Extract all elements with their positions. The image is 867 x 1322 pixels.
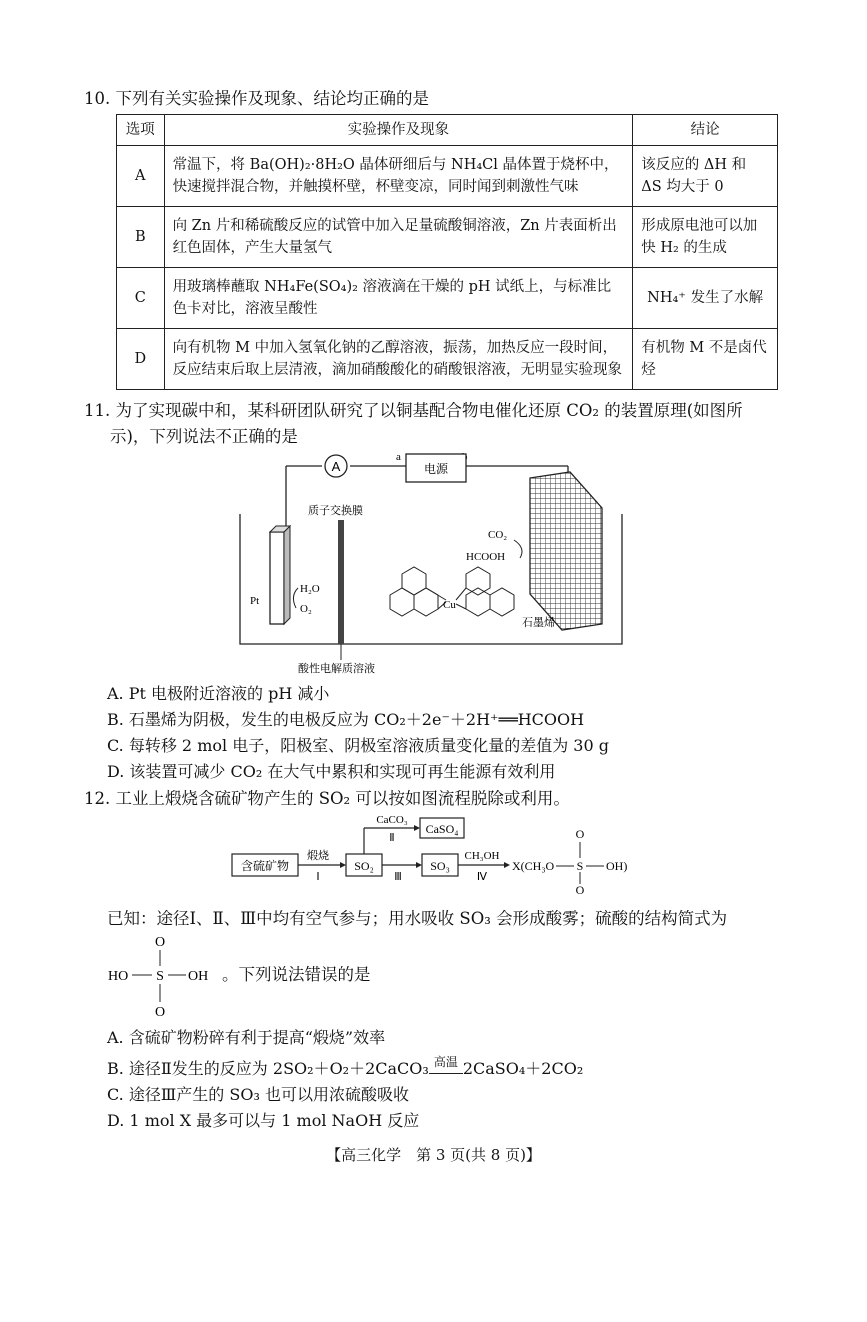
table-row bbox=[117, 329, 778, 390]
table-row bbox=[117, 207, 778, 268]
h2so4-o-top: O bbox=[154, 935, 166, 950]
q12-known-line1: 已知：途径Ⅰ、Ⅱ、Ⅲ中均有空气参与；用水吸收 SO₃ 会形成酸雾；硫酸的结构简式为 bbox=[107, 909, 728, 928]
q10-stem: 10. 下列有关实验操作及现象、结论均正确的是 bbox=[84, 89, 429, 108]
q12-option-d: D. 1 mol X 最多可以与 1 mol NaOH 反应 bbox=[107, 1111, 420, 1130]
row-conclusion: 形成原电池可以加快 H₂ 的生成 bbox=[633, 207, 778, 268]
table-row bbox=[117, 268, 778, 329]
q11-option-b: B. 石墨烯为阴极，发生的电极反应为 CO₂＋2e⁻＋2H⁺══HCOOH bbox=[107, 710, 585, 729]
reaction-condition bbox=[429, 1055, 463, 1074]
x-sulfur-label: S bbox=[576, 859, 584, 873]
row-conclusion: 有机物 M 不是卤代烃 bbox=[633, 329, 778, 390]
flow-start-label: 含硫矿物 bbox=[240, 859, 290, 873]
q12-option-b-post: 2CaSO₄＋2CO₂ bbox=[462, 1059, 584, 1078]
proton-exchange-membrane bbox=[338, 520, 344, 644]
pt-electrode bbox=[270, 526, 290, 624]
q11-stem-line1: 11. 为了实现碳中和，某科研团队研究了以铜基配合物电催化还原 CO₂ 的装置原理(如图所 bbox=[84, 401, 743, 420]
header-option: 选项 bbox=[117, 115, 165, 146]
h2o-label: H₂O bbox=[300, 583, 320, 595]
o2-label: O₂ bbox=[300, 603, 312, 615]
row-operation: 用玻璃棒蘸取 NH₄Fe(SO₄)₂ 溶液滴在干燥的 pH 试纸上，与标准比色卡对比，溶液呈酸性 bbox=[164, 268, 633, 329]
flow-diagram bbox=[226, 814, 646, 894]
ammeter-icon bbox=[325, 455, 347, 477]
q12-option-b bbox=[107, 1056, 583, 1082]
h2so4-s-label: S bbox=[156, 969, 164, 984]
table-row bbox=[117, 146, 778, 207]
terminal-a-label: a bbox=[396, 451, 401, 463]
page-footer: 【高三化学 第 3 页(共 8 页)】 bbox=[326, 1146, 541, 1164]
q10-table bbox=[116, 114, 778, 390]
q12-option-b-pre: B. 途径Ⅱ发生的反应为 2SO₂＋O₂＋2CaCO₃ bbox=[107, 1059, 429, 1078]
flow-step1-label: 煅烧 bbox=[307, 850, 329, 862]
membrane-label: 质子交换膜 bbox=[308, 504, 363, 517]
row-option: C bbox=[117, 268, 165, 329]
q11-option-c: C. 每转移 2 mol 电子，阳极室、阴极室溶液质量变化量的差值为 30 g bbox=[107, 736, 609, 755]
pt-label: Pt bbox=[250, 595, 260, 607]
h2so4-ho-label: HO bbox=[108, 969, 129, 984]
flow-step1-roman: Ⅰ bbox=[316, 871, 320, 883]
table-header-row bbox=[117, 115, 778, 146]
flow-roman2: Ⅱ bbox=[389, 832, 395, 844]
row-option: D bbox=[117, 329, 165, 390]
h2so4-oh-label: OH bbox=[188, 969, 209, 984]
hcooh-label: HCOOH bbox=[466, 551, 506, 563]
graphene-label: 石墨烯 bbox=[522, 616, 555, 629]
q11-stem-line2: 示)，下列说法不正确的是 bbox=[110, 427, 298, 446]
flow-roman4: Ⅳ bbox=[476, 871, 488, 883]
q12-stem: 12. 工业上煅烧含硫矿物产生的 SO₂ 可以按如图流程脱除或利用。 bbox=[84, 789, 570, 808]
x-oxygen-bottom: O bbox=[575, 883, 585, 894]
electrolyte-label: 酸性电解质溶液 bbox=[298, 662, 375, 675]
flow-so2-label: SO₂ bbox=[354, 859, 374, 873]
graphene-electrode bbox=[530, 472, 602, 630]
row-option: B bbox=[117, 207, 165, 268]
x-prefix-label: X(CH₃O bbox=[512, 859, 555, 873]
header-conclusion: 结论 bbox=[633, 115, 778, 146]
co2-label: CO₂ bbox=[488, 529, 508, 541]
row-operation: 常温下，将 Ba(OH)₂·8H₂O 晶体研细后与 NH₄Cl 晶体置于烧杯中，快速搅拌混合物，并触摸杯壁，杯壁变凉，同时闻到刺激性气味 bbox=[164, 146, 633, 207]
row-conclusion: 该反应的 ΔH 和 ΔS 均大于 0 bbox=[633, 146, 778, 207]
reaction-condition-label: 高温 bbox=[433, 1055, 458, 1069]
row-operation: 向 Zn 片和稀硫酸反应的试管中加入足量硫酸铜溶液，Zn 片表面析出红色固体，产生大量氢气 bbox=[164, 207, 633, 268]
row-operation: 向有机物 M 中加入氢氧化钠的乙醇溶液，振荡，加热反应一段时间，反应结束后取上层清液，滴加硝酸酸化的硝酸银溶液，无明显实验现象 bbox=[164, 329, 633, 390]
row-conclusion: NH₄⁺ 发生了水解 bbox=[633, 268, 778, 329]
x-oh-label: OH) bbox=[606, 859, 628, 873]
q12-option-c: C. 途径Ⅲ产生的 SO₃ 也可以用浓硫酸吸收 bbox=[107, 1085, 409, 1104]
flow-caco3-label: CaCO₃ bbox=[376, 814, 408, 826]
flow-caso4-label: CaSO₄ bbox=[425, 822, 459, 836]
h2so4-o-bottom: O bbox=[154, 1005, 166, 1020]
flow-ch3oh-label: CH₃OH bbox=[464, 850, 500, 862]
cu-label: Cu bbox=[443, 599, 456, 611]
flow-so3-label: SO₃ bbox=[430, 859, 450, 873]
header-operation: 实验操作及现象 bbox=[164, 115, 633, 146]
power-supply-label: 电源 bbox=[423, 462, 449, 476]
x-oxygen-top: O bbox=[575, 827, 585, 841]
q12-option-a: A. 含硫矿物粉碎有利于提高“煅烧”效率 bbox=[107, 1028, 386, 1047]
q11-option-d: D. 该装置可减少 CO₂ 在大气中累积和实现可再生能源有效利用 bbox=[107, 762, 556, 781]
h2so4-structure bbox=[106, 932, 226, 1020]
electrolysis-diagram bbox=[230, 448, 630, 680]
flow-roman3: Ⅲ bbox=[394, 871, 402, 883]
row-option: A bbox=[117, 146, 165, 207]
q12-known-tail: 。下列说法错误的是 bbox=[222, 965, 371, 984]
svg-text:A: A bbox=[331, 459, 341, 474]
q11-option-a: A. Pt 电极附近溶液的 pH 减小 bbox=[107, 684, 330, 703]
